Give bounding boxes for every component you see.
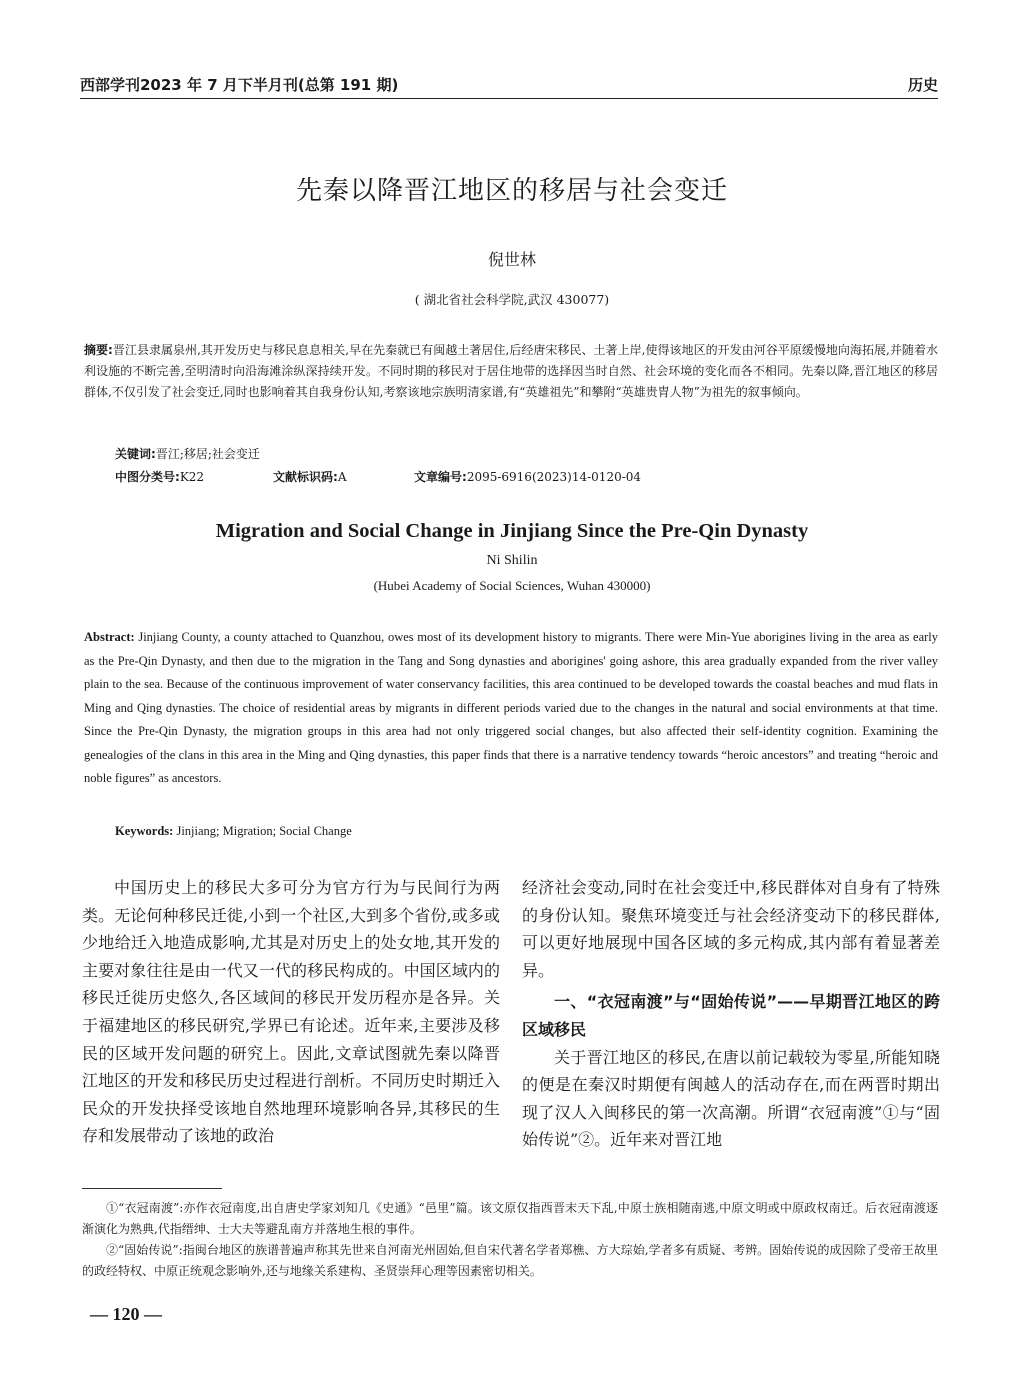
classification-row <box>115 468 815 486</box>
abstract-en-text: Jinjiang County, a county attached to Quanzhou, owes most of its development history to migrants. There were Min-Yue aborigines living in the area as early as the Pre-Qin Dynasty, and then due to the migration in the Tang and Song dynasties and aborigines' going ashore, this area gradually expanded from the river valley plain to the sea. Because of the continuous improvement of water conservancy facilities, this area continued to be developed towards the coastal beaches and mud flats in Ming and Qing dynasties. The choice of residential areas by migrants in different periods varied due to the changes in the natural and social environments at that time. Since the Pre-Qin Dynasty, the migration groups in this area had not only triggered social changes, but also affected their self-identity cognition. Examining the genealogies of the clans in this area in the Ming and Qing dynasties, this paper finds that there is a narrative tendency towards “heroic ancestors” and treating “heroic and noble figures” as ancestors. <box>84 630 938 785</box>
footnote-1: ①“衣冠南渡”:亦作衣冠南度,出自唐史学家刘知几《史通》“邑里”篇。该文原仅指西晋末天下乱,中原士族相随南逃,中原文明或中原政权南迁。后衣冠南渡逐渐演化为熟典,代指缙绅、士大夫等避乱南方并落地生根的事件。 <box>82 1201 938 1236</box>
abstract-en <box>84 626 938 791</box>
clc-label: 中图分类号: <box>115 470 180 484</box>
footnote-divider <box>82 1188 222 1189</box>
affiliation-cn: ( 湖北省社会科学院,武汉 430077) <box>414 292 610 307</box>
keywords-en-label: Keywords: <box>115 824 174 838</box>
clc-value: K22 <box>179 470 205 484</box>
body-paragraph: 中国历史上的移民大多可分为官方行为与民间行为两类。无论何种移民迁徙,小到一个社区,大到多个省份,或多或少地给迁入地造成影响,尤其是对历史上的处女地,其开发的主要对象往往是由一代又一代的移民构成的。中国区域内的移民迁徙历史悠久,各区域间的移民开发历程亦是各异。关于福建地区的移民研究,学界已有论述。近年来,主要涉及移民的区域开发问题的研究上。因此,文章试图就先秦以降晋江地区的开发和移民历史过程进行剖析。不同历史时期迁入民众的开发抉择受该地自然地理环境影响各异,其移民的生存和发展带动了该地的政治 <box>82 878 500 1146</box>
keywords-cn-label: 关键词: <box>115 447 156 461</box>
article-title-en: Migration and Social Change in Jinjiang Since the Pre-Qin Dynasty <box>215 520 809 542</box>
keywords-cn-text: 晋江;移居;社会变迁 <box>155 447 260 461</box>
abstract-cn <box>84 340 938 403</box>
doc-value: A <box>337 470 347 484</box>
abstract-cn-text: 晋江县隶属泉州,其开发历史与移民息息相关,早在先秦就已有闽越土著居住,后经唐宋移民、土著上岸,使得该地区的开发由河谷平原缓慢地向海拓展,并随着水利设施的不断完善,至明清时向沿海滩涂纵深持续开发。不同时期的移民对于居住地带的选择因当时自然、社会环境的变化而各不相同。先秦以降,晋江地区的移居群体,不仅引发了社会变迁,同时也影响着其自我身份认知,考察该地宗族明清家谱,有“英雄祖先”和攀附“英雄贵胄人物”为祖先的叙事倾向。 <box>84 343 938 399</box>
journal-info: 西部学刊2023 年 7 月下半月刊(总第 191 期) <box>80 76 399 94</box>
doc-code <box>273 468 346 485</box>
running-header <box>80 72 938 99</box>
footnote-2: ②“固始传说”:指闽台地区的族谱普遍声称其先世来自河南光州固始,但自宋代著名学者郑樵、方大琮始,学者多有质疑、考辨。固始传说的成因除了受帝王故里的政经特权、中原正统观念影响外,还与地缘关系建构、圣贤崇拜心理等因素密切相关。 <box>82 1243 938 1278</box>
art-label: 文章编号: <box>414 470 467 484</box>
author-name-cn: 倪世林 <box>487 250 536 269</box>
affiliation-en: (Hubei Academy of Social Sciences, Wuhan 430000) <box>373 578 651 593</box>
author-name-en: Ni Shilin <box>486 553 538 568</box>
clc-number <box>115 468 204 485</box>
body-paragraph: 经济社会变动,同时在社会变迁中,移民群体对自身有了特殊的身份认知。聚焦环境变迁与社会经济变动下的移民群体,可以更好地展现中国各区域的多元构成,其内部有着显著差异。 <box>522 878 940 980</box>
keywords-en <box>115 824 352 839</box>
doc-label: 文献标识码: <box>273 470 338 484</box>
abstract-cn-label: 摘要: <box>84 343 113 357</box>
article-number <box>414 468 641 485</box>
body-column-right <box>522 874 940 1154</box>
body-column-left <box>82 874 500 1150</box>
footnotes <box>82 1198 938 1282</box>
section-heading: 一、“衣冠南渡”与“固始传说”——早期晋江地区的跨区域移民 <box>522 992 940 1039</box>
keywords-cn <box>115 445 260 462</box>
art-value: 2095-6916(2023)14-0120-04 <box>466 470 642 484</box>
abstract-en-label: Abstract: <box>84 630 135 644</box>
keywords-en-text: Jinjiang; Migration; Social Change <box>176 824 352 838</box>
section-label: 历史 <box>907 76 938 94</box>
body-paragraph: 关于晋江地区的移民,在唐以前记载较为零星,所能知晓的便是在秦汉时期便有闽越人的活动存在,而在两晋时期出现了汉人入闽移民的第一次高潮。所谓“衣冠南渡”①与“固始传说”②。近年来对晋江地 <box>522 1047 940 1150</box>
article-title-cn: 先秦以降晋江地区的移居与社会变迁 <box>295 176 728 206</box>
page-number: — 120 — <box>90 1304 162 1324</box>
